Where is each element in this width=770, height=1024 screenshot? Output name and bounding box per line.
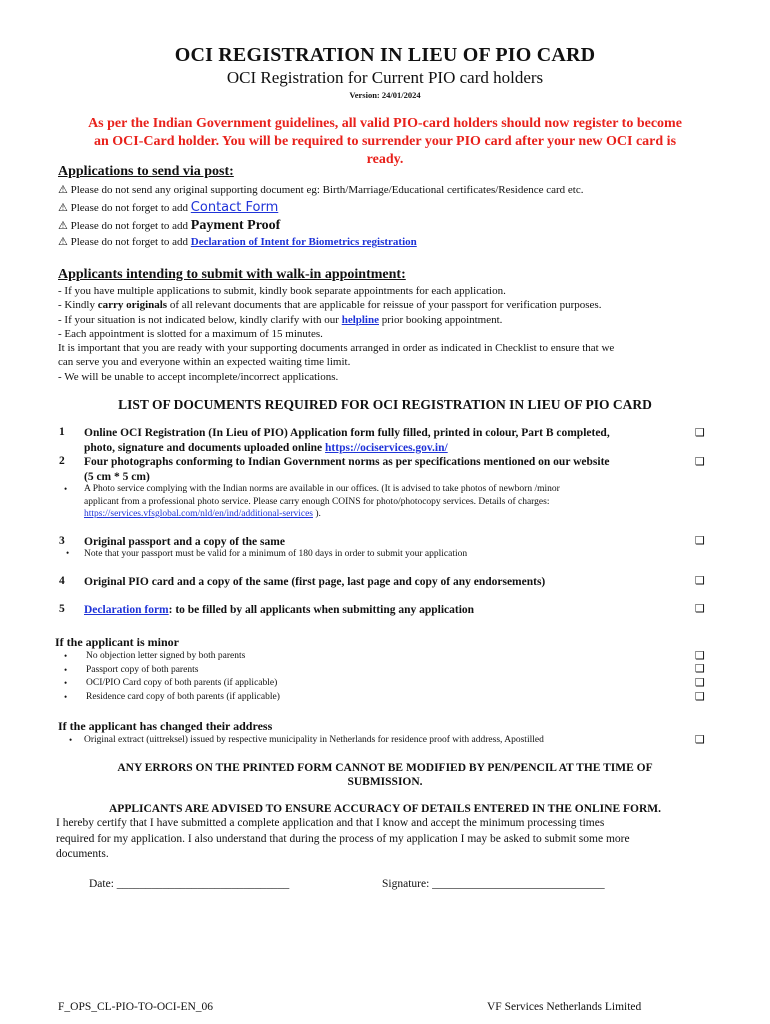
pio-notice-line: ready. bbox=[366, 152, 404, 167]
item-number: 2 bbox=[59, 455, 65, 467]
ociservices-link[interactable]: https://ociservices.gov.in/ bbox=[325, 442, 448, 454]
payment-proof-label: Payment Proof bbox=[190, 218, 281, 233]
post-warning bbox=[58, 218, 280, 234]
declaration-form-link[interactable]: Declaration form bbox=[84, 604, 169, 616]
company-name: VF Services Netherlands Limited bbox=[487, 1001, 642, 1013]
page-subtitle: OCI Registration for Current PIO card holders bbox=[226, 68, 544, 87]
post-warning bbox=[58, 200, 278, 215]
address-item: Original extract (uittreksel) issued by respective municipality in Netherlands for residence proof with address, Apostilled bbox=[84, 735, 544, 745]
pio-notice bbox=[0, 115, 770, 169]
walkin-line: - Kindly carry originals of all relevant documents that are applicable for reissue of your passport for verification purposes. bbox=[58, 299, 602, 312]
checkbox[interactable]: ❑ bbox=[695, 574, 705, 587]
checkbox[interactable]: ❑ bbox=[695, 455, 705, 468]
version-label: Version: 24/01/2024 bbox=[349, 90, 421, 100]
doc-item-photographs: Four photographs conforming to Indian Government norms as per specifications mentioned on our website (5 cm * 5 cm) bbox=[84, 456, 610, 483]
bullet-dot: • bbox=[64, 692, 68, 702]
minor-item: No objection letter signed by both parents bbox=[86, 651, 246, 661]
doc-item-application-form: Online OCI Registration (In Lieu of PIO) Application form fully filled, printed in colour, Part B completed, photo, signature and documents uploaded online https://ociservices.gov.in/ bbox=[84, 427, 610, 454]
errors-notice: ANY ERRORS ON THE PRINTED FORM CANNOT BE MODIFIED BY PEN/PENCIL AT THE TIME OF SUBMISSION. bbox=[117, 762, 653, 788]
page-title: OCI REGISTRATION IN LIEU OF PIO CARD bbox=[174, 44, 596, 66]
warning-icon: ⚠ bbox=[58, 202, 68, 214]
doc-item-passport: Original passport and a copy of the same bbox=[84, 536, 285, 548]
advise-heading: APPLICANTS ARE ADVISED TO ENSURE ACCURACY OF DETAILS ENTERED IN THE ONLINE FORM. bbox=[109, 803, 661, 815]
checkbox[interactable]: ❑ bbox=[695, 733, 705, 746]
checkbox[interactable]: ❑ bbox=[695, 676, 705, 689]
walkin-line: - If your situation is not indicated below, kindly clarify with our helpline prior booking appointment. bbox=[58, 313, 503, 326]
bullet-dot: • bbox=[64, 651, 68, 661]
item-number: 4 bbox=[59, 575, 65, 587]
checkbox[interactable]: ❑ bbox=[695, 602, 705, 615]
checkbox[interactable]: ❑ bbox=[695, 426, 705, 439]
date-field[interactable]: Date: ______________________________ bbox=[89, 878, 290, 890]
pio-notice-line: an OCI-Card holder. You will be required to surrender your PIO card after your new OCI card is bbox=[93, 134, 677, 149]
bullet-dot: • bbox=[64, 665, 68, 675]
checkbox[interactable]: ❑ bbox=[695, 690, 705, 703]
walkin-line: - Each appointment is slotted for a maximum of 15 minutes. bbox=[58, 327, 323, 340]
post-warning-text: Please do not forget to add bbox=[70, 202, 189, 214]
checkbox[interactable]: ❑ bbox=[695, 649, 705, 662]
helpline-link[interactable]: helpline bbox=[341, 313, 379, 326]
checkbox[interactable]: ❑ bbox=[695, 534, 705, 547]
walkin-line: can serve you and everyone within an expected waiting time limit. bbox=[58, 356, 351, 369]
walkin-instructions bbox=[58, 284, 728, 384]
post-warning bbox=[58, 235, 417, 248]
walkin-line: - If you have multiple applications to submit, kindly book separate appointments for each application. bbox=[58, 285, 506, 297]
minor-item: Passport copy of both parents bbox=[86, 665, 199, 675]
post-heading: Applications to send via post: bbox=[58, 164, 234, 179]
item-number: 1 bbox=[59, 426, 65, 438]
doc-item-pio-card: Original PIO card and a copy of the same (first page, last page and copy of any endorsements) bbox=[84, 576, 546, 588]
bullet-dot: • bbox=[66, 548, 70, 558]
doc-item-declaration: Declaration form: to be filled by all applicants when submitting any application bbox=[84, 604, 475, 616]
bullet-dot: • bbox=[64, 678, 68, 688]
post-warning-text: Please do not forget to add bbox=[70, 220, 189, 232]
post-warning bbox=[58, 183, 583, 196]
warning-icon: ⚠ bbox=[58, 184, 68, 196]
bullet-dot: • bbox=[64, 484, 68, 494]
post-warning-text: Please do not forget to add bbox=[70, 236, 189, 248]
minor-heading: If the applicant is minor bbox=[55, 635, 180, 649]
declaration-biometrics-link[interactable]: Declaration of Intent for Biometrics registration bbox=[190, 236, 417, 248]
contact-form-link[interactable]: Contact Form bbox=[190, 200, 279, 215]
bullet-dot: • bbox=[69, 735, 73, 745]
photo-service-note: A Photo service complying with the Indian norms are available in our offices. (It is advised to take photos of newborn /minor applicant from a professional photo service. Please carry enough COINS for photo/photocopy services. Details of charges: https://services.vfsglobal.com/nld/en/ind/additional-services ). bbox=[84, 484, 560, 519]
walkin-heading: Applicants intending to submit with walk-in appointment: bbox=[58, 267, 406, 282]
certification-text: I hereby certify that I have submitted a complete application and that I know and accept the minimum processing times required for my application. I also understand that during the process of my application I may be asked to submit some more documents. bbox=[56, 817, 630, 860]
item-number: 3 bbox=[59, 535, 65, 547]
walkin-line: It is important that you are ready with your supporting documents arranged in order as indicated in Checklist to ensure that we bbox=[58, 342, 615, 355]
minor-item: Residence card copy of both parents (if applicable) bbox=[86, 692, 280, 702]
signature-field[interactable]: Signature: ______________________________ bbox=[382, 878, 605, 890]
item-number: 5 bbox=[59, 603, 65, 615]
post-warning-text: Please do not send any original supporting document eg: Birth/Marriage/Educational certificates/Residence card etc. bbox=[70, 184, 584, 196]
warning-icon: ⚠ bbox=[58, 220, 68, 232]
walkin-line: - We will be unable to accept incomplete/incorrect applications. bbox=[58, 370, 339, 383]
warning-icon: ⚠ bbox=[58, 236, 68, 248]
vfs-services-link[interactable]: https://services.vfsglobal.com/nld/en/ind/additional-services bbox=[84, 509, 314, 519]
doclist-title: LIST OF DOCUMENTS REQUIRED FOR OCI REGISTRATION IN LIEU OF PIO CARD bbox=[118, 397, 652, 412]
passport-validity-note: Note that your passport must be valid for a minimum of 180 days in order to submit your application bbox=[84, 549, 468, 559]
minor-item: OCI/PIO Card copy of both parents (if applicable) bbox=[86, 678, 278, 688]
checkbox[interactable]: ❑ bbox=[695, 662, 705, 675]
pio-notice-line: As per the Indian Government guidelines, all valid PIO-card holders should now register to become bbox=[88, 116, 682, 131]
form-code: F_OPS_CL-PIO-TO-OCI-EN_06 bbox=[58, 1001, 214, 1013]
address-heading: If the applicant has changed their address bbox=[58, 719, 273, 733]
